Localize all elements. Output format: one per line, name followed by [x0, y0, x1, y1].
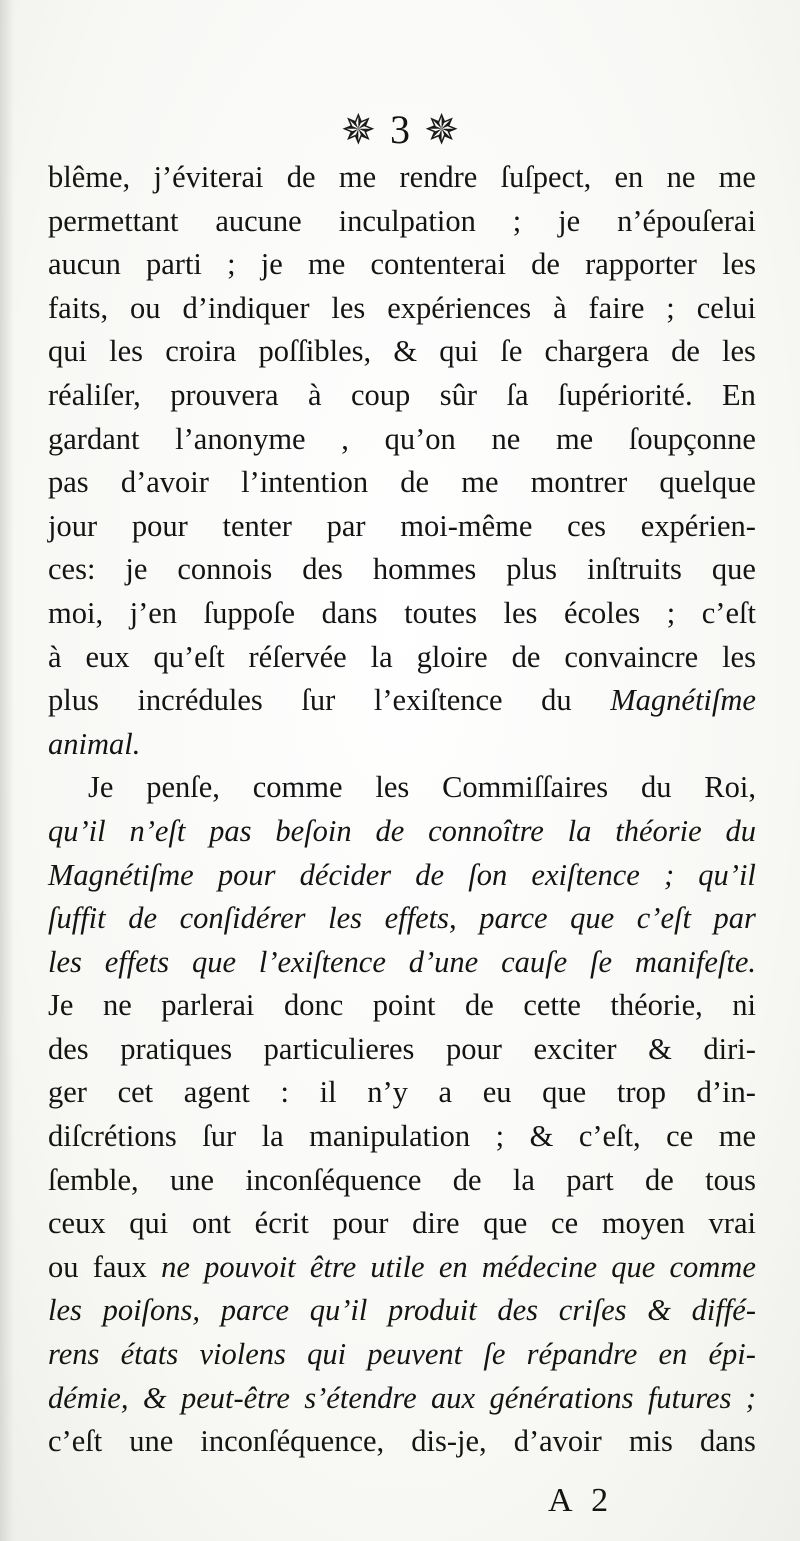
text-word: inſtruits — [587, 552, 682, 587]
text-word: la — [567, 813, 592, 848]
text-word: répandre — [526, 1337, 638, 1372]
text-word: les — [375, 770, 410, 805]
text-word: coup — [351, 377, 411, 412]
text-word: dans — [700, 1424, 756, 1459]
text-word: pas — [209, 813, 252, 848]
text-word: pas — [48, 465, 89, 500]
text-word: me — [555, 421, 594, 456]
text-word: n’y — [367, 1075, 408, 1110]
text-word: j’éviterai — [153, 160, 264, 194]
text-word: Je — [48, 988, 74, 1023]
text-word: , — [341, 421, 349, 456]
text-word: ne — [491, 421, 521, 456]
text-word: que — [483, 1206, 528, 1241]
text-line — [48, 418, 756, 462]
text-word: contenterai — [370, 247, 506, 282]
text-word: ſe — [589, 944, 612, 979]
text-word: la — [261, 1119, 284, 1154]
text-word: ces: — [48, 552, 96, 587]
text-word: il — [319, 1075, 337, 1110]
text-word: rendre — [399, 160, 478, 194]
text-word: pour — [446, 1031, 502, 1066]
text-word: rens — [48, 1337, 100, 1372]
text-word: ; — [666, 595, 676, 630]
text-line — [48, 330, 756, 374]
body-text — [48, 156, 756, 1464]
text-word: n’épouſerai — [617, 203, 756, 238]
signature-mark: A 2 — [548, 1482, 615, 1519]
text-word: ſupériorité. — [557, 377, 693, 412]
text-word: vrai — [708, 1206, 756, 1241]
text-word: inconſéquence — [245, 1162, 422, 1197]
text-line — [48, 1246, 756, 1290]
text-word: cauſe — [501, 944, 568, 979]
text-word: ſe — [483, 1337, 506, 1372]
text-word: ; — [663, 857, 675, 892]
text-word: des — [497, 1293, 539, 1328]
page-header — [0, 100, 800, 160]
text-word: de — [452, 1162, 482, 1197]
text-word: inculpation — [338, 203, 476, 238]
text-word: En — [722, 377, 756, 412]
text-word: tous — [705, 1162, 756, 1197]
text-word: par — [713, 901, 756, 936]
text-word: ſa — [506, 377, 529, 412]
text-word: ne — [161, 1249, 190, 1284]
text-word: connois — [177, 552, 273, 587]
text-word: ce — [666, 1119, 694, 1154]
text-word: pratiques — [120, 1031, 233, 1066]
text-word: ; — [227, 247, 236, 282]
text-word: ſoupçonne — [628, 421, 756, 456]
text-word: qu’il — [309, 1293, 368, 1328]
text-word: inconſéquence, — [200, 1424, 385, 1459]
text-word: d’une — [408, 944, 479, 979]
text-word: celui — [696, 290, 756, 325]
text-word: s’étendre — [304, 1380, 417, 1415]
text-word: gloire — [416, 639, 488, 674]
text-word: me — [307, 247, 346, 282]
text-line — [48, 243, 756, 287]
text-word: effets — [104, 944, 170, 979]
text-line — [48, 287, 756, 331]
text-word: ou — [48, 1249, 79, 1284]
text-word: je — [260, 247, 283, 282]
text-word: violens — [199, 1337, 286, 1372]
text-word: états — [120, 1337, 179, 1372]
text-word: du — [640, 770, 672, 805]
text-word: ces — [567, 508, 607, 543]
text-word: ceux — [48, 1206, 106, 1241]
text-word: l’intention — [241, 465, 369, 500]
text-word: ne — [102, 988, 132, 1023]
text-word: moyen — [601, 1206, 685, 1241]
text-word: diffé- — [691, 1293, 756, 1328]
text-word: donc — [283, 988, 344, 1023]
text-word: réſervée — [248, 639, 347, 674]
text-word: les — [722, 247, 756, 282]
text-word: une — [169, 1162, 214, 1197]
text-word: faits, — [48, 290, 109, 325]
text-line — [48, 1115, 756, 1159]
text-word: les — [722, 639, 756, 674]
text-word: l’exiſtence — [373, 683, 503, 718]
text-word: sûr — [439, 377, 478, 412]
text-word: Je — [88, 770, 114, 805]
text-line — [48, 505, 756, 549]
text-word: faux — [92, 1249, 147, 1284]
text-word: convaincre — [564, 639, 699, 674]
text-word: c’eſt — [636, 901, 691, 936]
text-word: en — [438, 1249, 468, 1284]
text-word: plus — [506, 552, 558, 587]
text-line — [48, 461, 756, 505]
text-word: parti — [146, 247, 202, 282]
text-word: plus — [48, 683, 99, 718]
text-line — [48, 374, 756, 418]
page-number: 3 — [390, 107, 410, 152]
text-word: & — [648, 1031, 672, 1066]
text-word: les — [109, 334, 144, 369]
text-word: qu’eſt — [153, 639, 225, 674]
text-word: futures — [647, 1380, 732, 1415]
text-word: moi, — [48, 595, 104, 630]
text-word: qu’on — [384, 421, 456, 456]
text-line — [48, 679, 756, 723]
text-word: de — [375, 813, 405, 848]
text-word: pour — [332, 1206, 389, 1241]
text-word: quelque — [659, 465, 756, 500]
text-word: : — [280, 1075, 289, 1110]
text-word: Magnétiſme — [610, 683, 756, 718]
text-word: ſon — [468, 857, 508, 892]
text-word: dans — [321, 595, 378, 630]
text-word: rapporter — [585, 247, 697, 282]
text-word: par — [326, 508, 366, 543]
text-word: j’en — [129, 595, 178, 630]
text-word: exciter — [533, 1031, 617, 1066]
text-word: être — [309, 1249, 357, 1284]
text-word: de — [671, 334, 700, 369]
text-word: ger — [48, 1075, 87, 1110]
text-word: c’eſt, — [578, 1119, 641, 1154]
text-word: produit — [388, 1293, 477, 1328]
text-word: pouvoit — [204, 1249, 296, 1284]
text-word: ſur — [301, 683, 336, 718]
text-word: faire — [588, 290, 645, 325]
text-word: croira — [165, 334, 237, 369]
text-word: parce — [220, 1293, 290, 1328]
text-word: eu — [482, 1075, 512, 1110]
text-word: tenter — [222, 508, 292, 543]
text-word: peuvent — [367, 1337, 463, 1372]
text-line — [48, 1420, 756, 1464]
text-word: animal. — [48, 726, 141, 761]
text-word: me — [461, 465, 499, 500]
text-word: du — [541, 683, 572, 718]
text-word: ſur — [202, 1119, 237, 1154]
text-word: la — [370, 639, 393, 674]
text-word: c’eſt — [701, 595, 756, 630]
text-word: théorie — [615, 813, 702, 848]
text-word: conſidérer — [179, 901, 306, 936]
text-word: dis-je, — [411, 1424, 487, 1459]
text-word: de — [465, 988, 494, 1023]
text-word: de — [286, 160, 316, 194]
text-word: qui — [307, 1337, 347, 1372]
text-word: eux — [85, 639, 130, 674]
text-word: d’avoir — [120, 465, 209, 500]
text-word: me — [338, 160, 377, 194]
text-word: qu’il — [48, 813, 106, 848]
text-line — [48, 156, 756, 200]
text-word: une — [129, 1424, 174, 1459]
text-word: exiſtence — [531, 857, 640, 892]
text-word: de — [531, 247, 560, 282]
text-word: & — [647, 1293, 671, 1328]
text-word: en — [614, 160, 644, 194]
text-word: me — [718, 1119, 756, 1154]
text-word: effets, — [384, 901, 457, 936]
text-word: part — [566, 1162, 614, 1197]
text-word: qui — [48, 334, 87, 369]
text-word: comme — [252, 770, 343, 805]
text-word: ſuppoſe — [203, 595, 296, 630]
text-word: des — [48, 1031, 89, 1066]
text-line — [48, 1028, 756, 1072]
text-word: générations — [489, 1380, 634, 1415]
text-word: ſuſpect, — [500, 160, 592, 194]
text-word: ; — [512, 203, 522, 238]
page-edge-shadow — [0, 0, 14, 1541]
text-word: de — [400, 465, 430, 500]
text-word: & — [529, 1119, 554, 1154]
text-word: Roi, — [704, 770, 756, 805]
text-word: cet — [117, 1075, 154, 1110]
text-line — [48, 548, 756, 592]
text-word: connoître — [428, 813, 544, 848]
text-word: comme — [669, 1249, 756, 1284]
text-word: ſemble, — [48, 1162, 139, 1197]
text-line — [48, 200, 756, 244]
text-word: manifeſte. — [634, 944, 756, 979]
text-word: à — [308, 377, 322, 412]
text-word: dire — [412, 1206, 460, 1241]
text-word: que — [711, 552, 756, 587]
text-word: aucun — [48, 247, 121, 282]
text-word: peut-être — [180, 1380, 290, 1415]
text-word: cette — [523, 988, 581, 1023]
text-word: expériences — [387, 290, 532, 325]
text-word: médecine — [481, 1249, 597, 1284]
text-word: que — [570, 901, 615, 936]
text-word: les — [503, 595, 538, 630]
text-word: parlerai — [161, 988, 255, 1023]
text-line — [48, 1333, 756, 1377]
text-word: criſes — [558, 1293, 627, 1328]
text-word: & — [393, 334, 418, 369]
text-word: trop — [616, 1075, 666, 1110]
text-word: de — [645, 1162, 674, 1197]
text-word: mis — [628, 1424, 673, 1459]
text-word: permettant — [48, 203, 179, 238]
text-word: agent — [183, 1075, 250, 1110]
text-line — [48, 810, 756, 854]
text-word: en — [658, 1337, 688, 1372]
text-word: que — [611, 1249, 656, 1284]
text-word: l’anonyme — [175, 421, 306, 456]
text-line — [48, 941, 756, 985]
text-word: manipulation — [309, 1119, 471, 1154]
text-word: ce — [551, 1206, 579, 1241]
text-word: prouvera — [170, 377, 279, 412]
text-word: écrit — [254, 1206, 309, 1241]
text-line — [48, 766, 756, 810]
text-line — [48, 854, 756, 898]
text-word: incrédules — [137, 683, 263, 718]
text-word: ne — [666, 160, 696, 194]
text-word: pour — [217, 857, 276, 892]
text-word: parce — [479, 901, 548, 936]
text-word: à — [553, 290, 567, 325]
text-word: les — [722, 334, 756, 369]
text-word: qui — [439, 334, 479, 369]
text-word: que — [191, 944, 237, 979]
text-word: montrer — [530, 465, 628, 500]
text-word: point — [372, 988, 436, 1023]
text-word: ſuffit — [48, 901, 106, 936]
text-word: qu’il — [698, 857, 756, 892]
text-word: ſe — [500, 334, 523, 369]
text-word: à — [48, 639, 62, 674]
text-word: poiſons, — [102, 1293, 201, 1328]
text-word: n’eſt — [129, 813, 186, 848]
text-word: que — [542, 1075, 587, 1110]
text-word: chargera — [544, 334, 649, 369]
text-line — [48, 897, 756, 941]
text-word: de — [415, 857, 445, 892]
text-word: ; — [745, 1380, 756, 1415]
text-word: réaliſer, — [48, 377, 141, 412]
text-word: d’indiquer — [182, 290, 310, 325]
text-word: théorie, — [610, 988, 703, 1023]
text-word: jour — [48, 508, 98, 543]
text-word: & — [142, 1380, 167, 1415]
text-word: décider — [299, 857, 392, 892]
text-word: utile — [370, 1249, 425, 1284]
text-word: Commiſſaires — [442, 770, 609, 805]
text-word: aucune — [215, 203, 302, 238]
text-word: c’eſt — [48, 1424, 103, 1459]
text-word: d’in- — [696, 1075, 756, 1110]
text-word: de — [128, 901, 158, 936]
text-word: expérien- — [640, 508, 756, 543]
text-word: blême, — [48, 160, 131, 194]
text-word: démie, — [48, 1380, 129, 1415]
text-word: a — [438, 1075, 453, 1110]
ornament-left-icon: ✵ — [340, 105, 376, 154]
text-line — [48, 636, 756, 680]
text-word: ou — [130, 290, 161, 325]
text-word: beſoin — [275, 813, 352, 848]
text-word: ni — [732, 988, 756, 1023]
text-word: des — [302, 552, 343, 587]
text-line — [48, 1159, 756, 1203]
text-word: toutes — [404, 595, 477, 630]
text-word: ont — [191, 1206, 231, 1241]
text-word: les — [331, 290, 366, 325]
text-line — [48, 1289, 756, 1333]
text-word: gardant — [48, 421, 140, 456]
text-word: qui — [129, 1206, 169, 1241]
text-word: aux — [431, 1380, 476, 1415]
text-word: l’exiſtence — [258, 944, 386, 979]
text-word: me — [718, 160, 756, 194]
text-word: d’avoir — [513, 1424, 602, 1459]
text-line — [48, 1071, 756, 1115]
text-line — [48, 1202, 756, 1246]
text-word: ; — [495, 1119, 505, 1154]
text-line — [48, 592, 756, 636]
text-line — [48, 1377, 756, 1421]
text-word: diri- — [703, 1031, 756, 1066]
ornament-right-icon: ✵ — [424, 105, 460, 154]
text-word: les — [48, 944, 82, 979]
text-word: moi-même — [400, 508, 533, 543]
text-word: la — [512, 1162, 535, 1197]
text-word: poſſibles, — [258, 334, 372, 369]
text-word: diſcrétions — [48, 1119, 177, 1154]
text-word: écoles — [563, 595, 641, 630]
text-word: pour — [131, 508, 188, 543]
text-word: les — [328, 901, 363, 936]
text-word: du — [725, 813, 756, 848]
text-word: hommes — [372, 552, 477, 587]
text-word: épi- — [708, 1337, 756, 1372]
text-line — [48, 984, 756, 1028]
text-word: Magnétiſme — [48, 857, 194, 892]
text-word: je — [558, 203, 581, 238]
text-word: je — [125, 552, 148, 587]
text-line — [48, 723, 756, 767]
text-word: les — [48, 1293, 82, 1328]
text-word: ; — [666, 290, 675, 325]
text-word: penſe, — [146, 770, 220, 805]
text-word: de — [511, 639, 541, 674]
text-word: particulieres — [263, 1031, 415, 1066]
